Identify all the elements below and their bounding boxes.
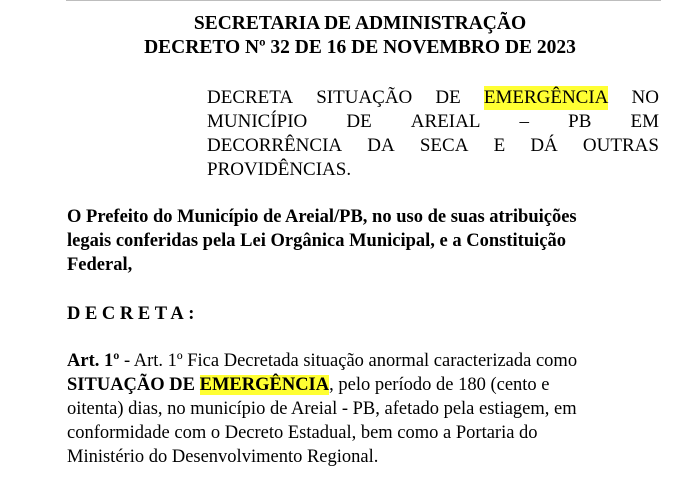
summary-word: EM	[630, 111, 659, 132]
summary-line-4: PROVIDÊNCIAS.	[207, 159, 352, 180]
summary-word: PB	[568, 111, 592, 132]
article-bold-text: SITUAÇÃO DE	[67, 375, 200, 395]
summary-word: SITUAÇÃO	[316, 87, 413, 108]
summary-word: DE	[435, 87, 461, 108]
preamble-paragraph	[67, 205, 660, 277]
summary-line-3	[207, 134, 659, 158]
article-line-4: conformidade com o Decreto Estadual, bem como a Portaria do	[67, 423, 538, 443]
highlighted-emergency: EMERGÊNCIA	[483, 87, 609, 108]
article-text: - Art. 1º Fica Decretada situação anormal caracterizada como	[119, 351, 578, 371]
article-line-5: Ministério do Desenvolvimento Regional.	[67, 447, 379, 467]
summary-word: OUTRAS	[582, 135, 659, 156]
preamble-line-2: legais conferidas pela Lei Orgânica Municipal, e a Constituição	[67, 231, 566, 251]
summary-word: DECORRÊNCIA	[207, 135, 343, 156]
decree-summary	[207, 86, 659, 182]
summary-word: E	[493, 135, 506, 156]
summary-line-2	[207, 110, 659, 134]
article-line-3: oitenta) dias, no município de Areial - PB, afetado pela estiagem, em	[67, 399, 577, 419]
article-line-1	[67, 349, 661, 373]
article-1	[67, 349, 661, 469]
preamble-line-1: O Prefeito do Município de Areial/PB, no uso de suas atribuições	[67, 207, 577, 227]
summary-word: –	[519, 111, 530, 132]
article-number: Art. 1º	[67, 351, 120, 371]
summary-word: AREIAL	[410, 111, 481, 132]
decree-title: DECRETO Nº 32 DE 16 DE NOVEMBRO DE 2023	[144, 37, 576, 58]
decreta-label: DECRETA:	[67, 304, 200, 324]
summary-line-1	[207, 86, 659, 110]
top-rule	[66, 0, 661, 5]
preamble-line-3: Federal,	[67, 255, 133, 275]
summary-word: DÁ	[530, 135, 558, 156]
summary-word: DE	[346, 111, 372, 132]
summary-word: DECRETA	[207, 87, 294, 108]
article-text: , pelo período de 180 (cento e	[329, 375, 550, 395]
summary-word: DA	[367, 135, 395, 156]
article-line-2	[67, 373, 661, 397]
summary-word: SECA	[419, 135, 469, 156]
highlighted-emergency: EMERGÊNCIA	[199, 375, 330, 395]
summary-word: NO	[631, 87, 659, 108]
department-title: SECRETARIA DE ADMINISTRAÇÃO	[193, 13, 527, 34]
summary-word: MUNICÍPIO	[207, 111, 308, 132]
